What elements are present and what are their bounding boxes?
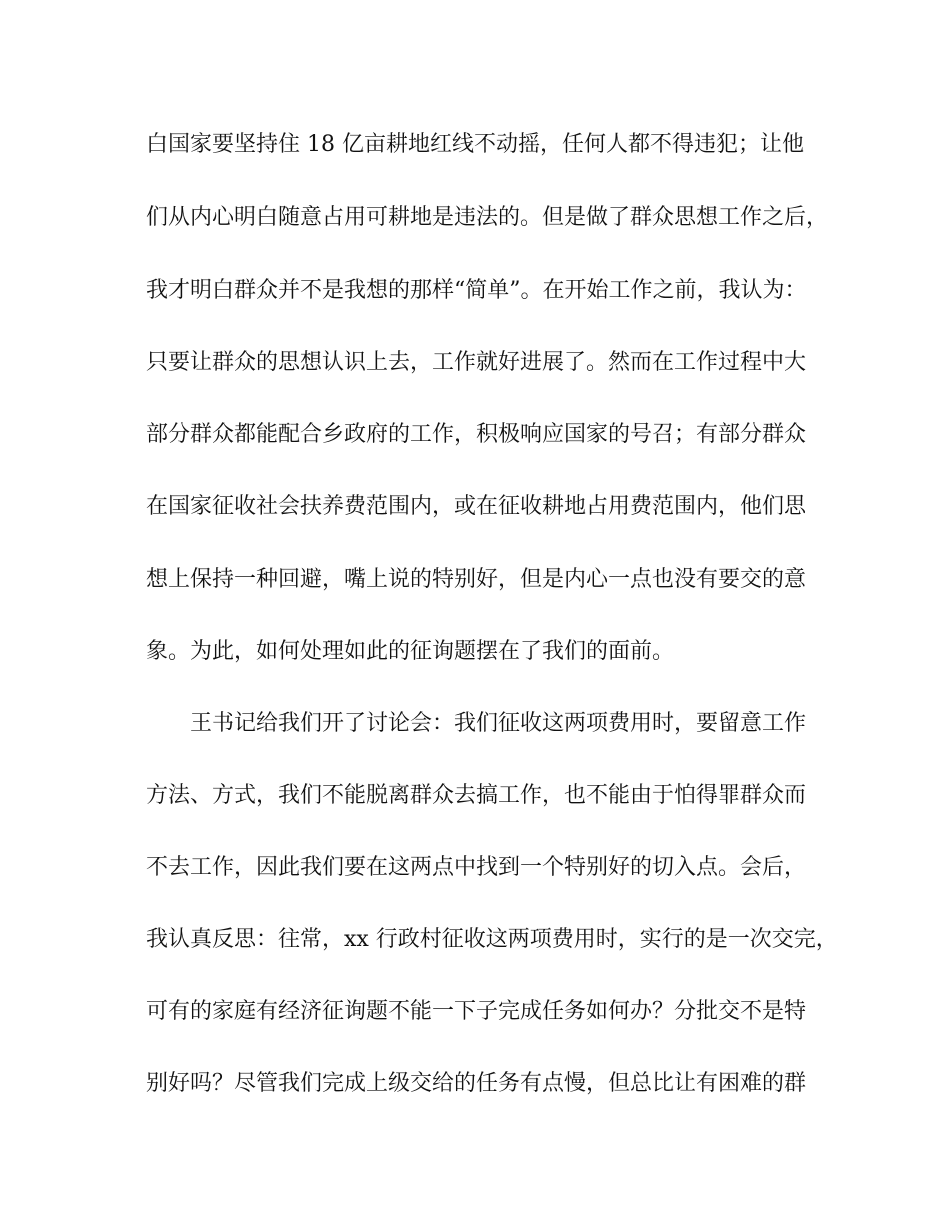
paragraph-line: 想上保持一种回避，嘴上说的特别好，但是内心一点也没有要交的意 (146, 567, 807, 592)
paragraph-line: 我认真反思：往常，xx 行政村征收这两项费用时，实行的是一次交完， (146, 927, 838, 952)
paragraph-line: 只要让群众的思想认识上去，工作就好进展了。然而在工作过程中大 (146, 350, 807, 375)
paragraph-line: 白国家要坚持住 18 亿亩耕地红线不动摇，任何人都不得违犯；让他 (146, 132, 804, 157)
paragraph-line: 们从内心明白随意占用可耕地是违法的。但是做了群众思想工作之后， (146, 205, 829, 230)
paragraph-line: 别好吗？尽管我们完成上级交给的任务有点慢，但总比让有困难的群 (146, 1071, 807, 1096)
paragraph-line: 象。为此，如何处理如此的征询题摆在了我们的面前。 (146, 639, 675, 664)
paragraph-line: 在国家征收社会扶养费范围内，或在征收耕地占用费范围内，他们思 (146, 494, 807, 519)
paragraph-line: 可有的家庭有经济征询题不能一下子完成任务如何办？分批交不是特 (146, 999, 807, 1024)
paragraph-line: 部分群众都能配合乡政府的工作，积极响应国家的号召；有部分群众 (146, 422, 807, 447)
paragraph-line: 我才明白群众并不是我想的那样“简单”。在开始工作之前，我认为： (146, 278, 807, 303)
paragraph-line: 不去工作，因此我们要在这两点中找到一个特别好的切入点。会后， (146, 855, 807, 880)
paragraph-line: 王书记给我们开了讨论会：我们征收这两项费用时，要留意工作 (190, 711, 807, 736)
paragraph-line: 方法、方式，我们不能脱离群众去搞工作，也不能由于怕得罪群众而 (146, 783, 807, 808)
